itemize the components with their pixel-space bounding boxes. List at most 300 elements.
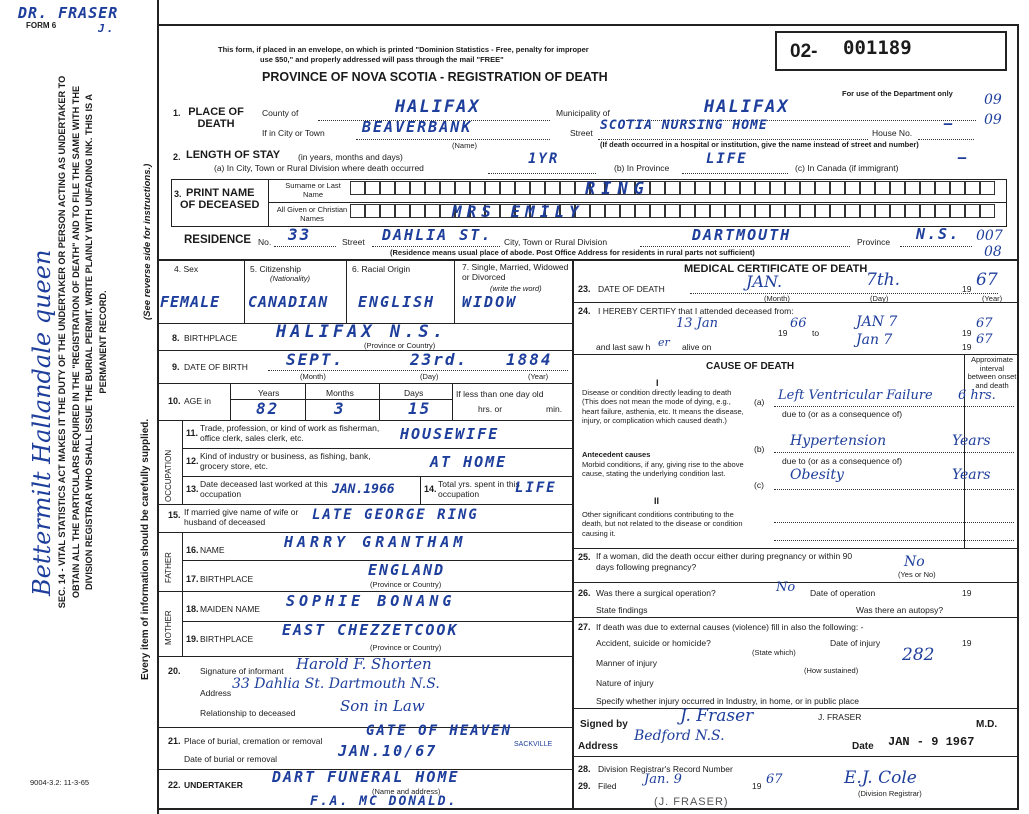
name-letter-box xyxy=(740,204,755,218)
maiden-name-value: SOPHIE BONANG xyxy=(286,592,456,610)
name-letter-box xyxy=(740,181,755,195)
last-worked-value: JAN.1966 xyxy=(332,482,395,497)
state-findings-label: State findings xyxy=(596,605,648,615)
name-letter-box xyxy=(905,181,920,195)
name-letter-box xyxy=(785,204,800,218)
marital-value: WIDOW xyxy=(462,293,518,311)
name-letter-box xyxy=(890,181,905,195)
due-to-a: due to (or as a consequence of) xyxy=(782,409,903,419)
age-months-value: 3 xyxy=(334,399,346,418)
relationship-label: Relationship to deceased xyxy=(200,708,296,718)
pregnancy-label: If a woman, did the death occur either during pregnancy or within 90 days following pregnancy? xyxy=(596,551,853,572)
postal-notice-1: This form, if placed in an envelope, on which is printed "Dominion Statistics - Free, penalty for improper xyxy=(218,45,589,54)
stay-province-value: LIFE xyxy=(706,151,748,167)
age-col-2 xyxy=(305,383,306,420)
how-sustained-note: (How sustained) xyxy=(804,666,859,675)
dob-line xyxy=(268,370,568,371)
form-title: PROVINCE OF NOVA SCOTIA - REGISTRATION OF DEATH xyxy=(262,70,608,84)
antecedent-sub: Morbid conditions, if any, giving rise to the above cause, stating the underlying condition last. xyxy=(582,460,744,479)
name-letter-box xyxy=(620,204,635,218)
name-letter-box xyxy=(635,204,650,218)
name-letter-box xyxy=(785,181,800,195)
cause-c-value: Obesity xyxy=(790,467,844,483)
item-10-number: 10. xyxy=(168,396,181,406)
age-years-value: 82 xyxy=(256,399,280,418)
surgery-label: Was there a surgical operation? xyxy=(596,588,716,598)
attended-to: JAN 7 xyxy=(856,314,898,330)
other-conditions-label: Other significant conditions contributing to the death, but not related to the disease or condition causing it. xyxy=(582,510,743,538)
name-letter-box xyxy=(965,204,980,218)
line-after-26 xyxy=(572,617,1019,618)
md-label: M.D. xyxy=(976,719,998,730)
line-after-cause xyxy=(572,548,1019,549)
interval-a-value: 6 hrs. xyxy=(958,388,996,403)
marital-label: 7. Single, Married, Widowed or Divorced xyxy=(462,262,569,282)
relationship-value: Son in Law xyxy=(340,697,425,715)
item-9-number: 9. xyxy=(172,362,180,372)
external-causes-label: If death was due to external causes (violence) fill in also the following: - xyxy=(596,622,864,632)
signed-by-label: Signed by xyxy=(580,719,628,730)
interval-c-value: Years xyxy=(952,467,991,483)
antecedent-label: Antecedent causes xyxy=(582,450,651,459)
item-1-number: 1. xyxy=(173,108,181,118)
stay-city-value: 1YR xyxy=(528,151,560,167)
age-col-1 xyxy=(230,383,231,420)
dob-day: 23rd. xyxy=(410,350,469,369)
left-margin-line xyxy=(157,0,159,814)
residence-note: (Residence means usual place of abode. Post Office Address for residents in rural parts not sufficient) xyxy=(390,248,755,257)
name-letter-box xyxy=(500,181,515,195)
birthplace-value: HALIFAX N.S. xyxy=(276,322,447,342)
name-letter-box xyxy=(650,204,665,218)
name-letter-box xyxy=(680,181,695,195)
line-after-24 xyxy=(572,354,1019,355)
dob-year-note: (Year) xyxy=(528,372,549,381)
informant-sig-label: Signature of informant xyxy=(200,666,284,676)
name-divider xyxy=(268,179,269,227)
certify-label: I HEREBY CERTIFY that I attended deceased from: xyxy=(598,306,794,316)
name-letter-box xyxy=(680,204,695,218)
line-after-9 xyxy=(157,383,572,384)
burial-date-label: Date of burial or removal xyxy=(184,754,278,764)
name-letter-box xyxy=(455,181,470,195)
maiden-name-label: MAIDEN NAME xyxy=(200,604,260,614)
last-saw-year-prefix: 19 xyxy=(962,342,972,352)
cause-b-value: Hypertension xyxy=(790,433,887,449)
department-code-4: 08 xyxy=(984,244,1002,260)
line-after-25 xyxy=(572,582,1019,583)
dod-day: 7th. xyxy=(866,270,900,290)
item-27-number: 27. xyxy=(578,622,591,632)
to-label: to xyxy=(812,328,820,338)
form-code: 9004-3.2: 11-3-65 xyxy=(30,778,90,787)
age-months-label: Months xyxy=(326,388,354,398)
interval-col-divider xyxy=(964,354,965,548)
house-line xyxy=(918,139,974,140)
racial-col-divider xyxy=(454,259,455,323)
father-birthplace-value: ENGLAND xyxy=(368,561,446,579)
grid-line-top xyxy=(157,259,1019,261)
less-than-day-label: If less than one day old xyxy=(456,389,544,399)
dob-label: DATE OF BIRTH xyxy=(184,362,248,372)
filed-year-prefix: 19 xyxy=(752,781,762,791)
name-letter-box xyxy=(770,204,785,218)
stay-canada-label: (c) In Canada (if immigrant) xyxy=(795,163,899,173)
dod-month-note: (Month) xyxy=(764,294,790,303)
father-birthplace-label: BIRTHPLACE xyxy=(200,574,254,584)
city-line xyxy=(356,139,550,140)
specify-label: Specify whether injury occurred in Industry, in home, or in public place xyxy=(596,696,859,706)
cause-a-value: Left Ventricular Failure xyxy=(778,388,933,403)
postal-notice-2: use $50," and properly addressed will pass through the mail "FREE" xyxy=(260,55,504,64)
sex-label: 4. Sex xyxy=(174,264,199,274)
date-label: Date xyxy=(852,741,874,752)
name-letter-box xyxy=(875,181,890,195)
name-letter-box xyxy=(890,204,905,218)
attended-from: 13 Jan xyxy=(676,316,719,331)
stay-subtitle: (in years, months and days) xyxy=(298,152,403,162)
dod-month: JAN. xyxy=(746,272,783,291)
undertaker-note: (Name and address) xyxy=(372,787,441,796)
residence-no-value: 33 xyxy=(288,225,312,244)
residence-province-value: N.S. xyxy=(916,225,961,243)
burial-place-value: GATE OF HEAVEN xyxy=(366,723,513,739)
item-15-number: 15. xyxy=(168,510,181,520)
print-name-label-1: PRINT NAME xyxy=(186,187,255,199)
attended-to-year: 67 xyxy=(976,316,993,331)
name-letter-box xyxy=(920,204,935,218)
street-value: SCOTIA NURSING HOME xyxy=(600,118,768,133)
mother-birthplace-label: BIRTHPLACE xyxy=(200,634,254,644)
name-letter-box xyxy=(380,181,395,195)
item-29-number: 29. xyxy=(578,781,591,791)
age-days-value: 15 xyxy=(408,399,432,418)
citizenship-value: CANADIAN xyxy=(248,293,329,311)
name-letter-box xyxy=(800,181,815,195)
name-letter-box xyxy=(410,181,425,195)
residence-city-value: DARTMOUTH xyxy=(692,226,792,244)
attended-from-year-prefix: 19 xyxy=(778,328,788,338)
line-after-10 xyxy=(157,420,572,421)
item-18-number: 18. xyxy=(186,604,199,614)
line-after-14 xyxy=(157,504,572,505)
line-after-23 xyxy=(572,302,1019,303)
registration-number: 001189 xyxy=(843,37,912,59)
line-after-27 xyxy=(572,708,1019,709)
line-after-11 xyxy=(182,448,572,449)
pregnancy-value: No xyxy=(904,554,925,570)
father-name-label: NAME xyxy=(200,545,225,555)
name-letter-box xyxy=(530,181,545,195)
house-label: House No. xyxy=(872,128,913,138)
residence-no-line xyxy=(274,246,336,247)
mother-vert-label: MOTHER xyxy=(164,610,173,645)
racial-value: ENGLISH xyxy=(358,293,436,311)
operation-date-label: Date of operation xyxy=(810,588,876,598)
due-to-b: due to (or as a consequence of) xyxy=(782,456,903,466)
dod-label: DATE OF DEATH xyxy=(598,284,665,294)
nature-label: Nature of injury xyxy=(596,678,654,688)
item-24-number: 24. xyxy=(578,306,591,316)
cause-c-marker: (c) xyxy=(754,480,764,490)
hospital-note: (If death occurred in a hospital or institution, give the name instead of street and number) xyxy=(600,140,919,149)
spouse-value: LATE GEORGE RING xyxy=(312,507,479,523)
signed-print-name: J. FRASER xyxy=(818,712,862,722)
cause-a-line xyxy=(774,406,1014,407)
form-number: FORM 6 xyxy=(26,21,57,30)
residence-city-line xyxy=(640,246,850,247)
cause-of-death-title: CAUSE OF DEATH xyxy=(706,361,795,372)
place-of-death-label: PLACE OF DEATH xyxy=(188,106,244,130)
name-letter-box xyxy=(725,204,740,218)
name-letter-box xyxy=(695,181,710,195)
name-letter-box xyxy=(365,181,380,195)
name-letter-box xyxy=(560,181,575,195)
municipality-label: Municipality of xyxy=(556,108,610,118)
item-19-number: 19. xyxy=(186,634,199,644)
dob-year: 1884 xyxy=(506,350,553,369)
name-letter-box xyxy=(845,181,860,195)
father-birthplace-note: (Province or Country) xyxy=(370,580,442,589)
name-letter-box xyxy=(860,181,875,195)
name-letter-box xyxy=(380,204,395,218)
name-letter-box xyxy=(650,181,665,195)
name-letter-box xyxy=(905,204,920,218)
department-code-1: 09 xyxy=(984,92,1002,108)
undertaker-name-2: F.A. MC DONALD. xyxy=(310,794,458,809)
mother-birthplace-note: (Province or Country) xyxy=(370,643,442,652)
name-letter-box xyxy=(605,204,620,218)
industry-value: AT HOME xyxy=(430,453,508,471)
item-8-number: 8. xyxy=(172,333,180,343)
municipality-value: HALIFAX xyxy=(704,97,790,117)
birthplace-label: BIRTHPLACE xyxy=(184,333,238,343)
father-vert-label: FATHER xyxy=(164,552,173,583)
name-letter-box xyxy=(815,181,830,195)
name-letter-box xyxy=(845,204,860,218)
stay-city-label: (a) In City, Town or Rural Division where death occurred xyxy=(214,163,424,173)
name-letter-box xyxy=(830,204,845,218)
stay-province-line xyxy=(682,173,788,174)
dob-month-note: (Month) xyxy=(300,372,326,381)
name-letter-box xyxy=(395,181,410,195)
alive-on-label: alive on xyxy=(682,342,712,352)
direct-cause-label: Disease or condition directly leading to death (This does not mean the mode of dying, e.g., heart failure, asthenia, etc. It means the disease, injury, or complication which caused death.) xyxy=(582,388,744,426)
interval-label: Approximate interval between onset and death xyxy=(967,355,1017,390)
residence-street-value: DAHLIA ST. xyxy=(382,226,493,244)
surname-label: Surname or Last Name xyxy=(285,181,341,199)
name-letter-box xyxy=(860,204,875,218)
years-spent-value: LIFE xyxy=(515,480,557,496)
item-22-number: 22. xyxy=(168,780,181,790)
residence-no-label: No. xyxy=(258,237,272,247)
name-letter-box xyxy=(365,204,380,218)
name-letter-box xyxy=(350,181,365,195)
name-letter-box xyxy=(935,181,950,195)
division-registrar-note: (Division Registrar) xyxy=(858,789,922,798)
marital-sub: (write the word) xyxy=(490,284,542,293)
trade-label: Trade, profession, or kind of work as fisherman, office clerk, sales clerk, etc. xyxy=(200,423,380,443)
department-code-2: 09 xyxy=(984,112,1002,128)
citizenship-sub: (Nationality) xyxy=(270,274,311,283)
filed-label: Filed xyxy=(598,781,617,791)
city-value: BEAVERBANK xyxy=(362,118,473,136)
item-17-number: 17. xyxy=(186,574,199,584)
residence-city-label: City, Town or Rural Division xyxy=(504,237,608,247)
informant-address-label: Address xyxy=(200,688,232,698)
name-row-divider xyxy=(268,202,1007,203)
autopsy-label: Was there an autopsy? xyxy=(856,605,944,615)
years-spent-label: Total yrs. spent in this occupation xyxy=(438,479,520,499)
reverse-side-note: (See reverse side for instructions.) xyxy=(142,163,153,320)
other-line-2 xyxy=(774,540,1014,541)
stay-canada-value: — xyxy=(958,150,969,166)
sex-value: FEMALE xyxy=(160,293,221,311)
name-letter-box xyxy=(485,181,500,195)
burial-place-label: Place of burial, cremation or removal xyxy=(184,736,323,746)
cause-b-line xyxy=(774,452,1014,453)
last-saw-label: and last saw h xyxy=(596,342,651,352)
undertaker-label: UNDERTAKER xyxy=(184,780,243,790)
item-2-number: 2. xyxy=(173,152,181,162)
name-letter-box xyxy=(935,204,950,218)
doctor-initial: J. xyxy=(98,22,116,35)
line-after-signed xyxy=(572,756,1019,757)
name-letter-box xyxy=(425,204,440,218)
cause-b-marker: (b) xyxy=(754,444,765,454)
undertaker-name: DART FUNERAL HOME xyxy=(272,768,460,786)
age-days-label: Days xyxy=(404,388,424,398)
name-letter-box xyxy=(950,204,965,218)
name-letter-box xyxy=(695,204,710,218)
name-letter-box xyxy=(755,204,770,218)
signed-by-signature: J. Fraser xyxy=(680,706,754,726)
line-after-12 xyxy=(182,476,572,477)
dod-year: 67 xyxy=(976,270,998,290)
item-23-number: 23. xyxy=(578,284,591,294)
item-26-number: 26. xyxy=(578,588,591,598)
item-21-number: 21. xyxy=(168,736,181,746)
last-saw-date: Jan 7 xyxy=(856,332,893,348)
county-value: HALIFAX xyxy=(395,97,481,117)
roman-one: I xyxy=(656,378,659,388)
item-12-number: 12. xyxy=(186,456,199,466)
name-letter-box xyxy=(665,181,680,195)
medical-title: MEDICAL CERTIFICATE OF DEATH xyxy=(684,263,868,275)
last-saw-mark: er xyxy=(658,336,670,349)
state-which-note: (State which) xyxy=(752,648,796,657)
supply-note: Every item of information should be carefully supplied. xyxy=(140,418,151,680)
dob-month: SEPT. xyxy=(286,350,345,369)
margin-script: Bettermilt Hallandale queen xyxy=(28,249,56,596)
residence-label: RESIDENCE xyxy=(184,234,252,246)
age-label: AGE in xyxy=(184,396,211,406)
item-20-number: 20. xyxy=(168,666,181,676)
item-16-number: 16. xyxy=(186,545,199,555)
name-letter-box xyxy=(965,181,980,195)
spouse-label: If married give name of wife or husband of deceased xyxy=(184,507,299,527)
cause-a-marker: (a) xyxy=(754,397,765,407)
statute-text: SEC. 14 - VITAL STATISTICS ACT MAKES IT THE DUTY OF THE UNDERTAKER OR PERSON ACTING AS UNDERTAKER TO OBTAIN ALL THE PARTICULARS REQUIRED IN THE "REGISTRATION OF DEATH" AND TO FILE THE SAME WITH THE DIVISION REGISTRAR WHO SHALL ISSUE THE BURIAL PERMIT. WRITE PLAINLY WITH UNFADING INK. THIS IS A PERMANENT RECORD. xyxy=(57,75,108,609)
dod-year-note: (Year) xyxy=(982,294,1003,303)
age-col-4 xyxy=(452,383,453,420)
attended-from-year: 66 xyxy=(790,316,807,331)
name-letter-box xyxy=(830,181,845,195)
filed-value: Jan. 9 xyxy=(644,772,682,787)
name-letter-box xyxy=(815,204,830,218)
name-letter-box xyxy=(725,181,740,195)
registration-prefix: 02- xyxy=(790,41,818,62)
name-letter-box xyxy=(950,181,965,195)
registrar-signature: E.J. Cole xyxy=(844,768,917,788)
age-years-label: Years xyxy=(258,388,280,398)
residence-province-line xyxy=(900,246,972,247)
age-col-3 xyxy=(379,383,380,420)
item-14-number: 14. xyxy=(424,484,437,494)
residence-street-line xyxy=(372,246,500,247)
item-25-number: 25. xyxy=(578,552,591,562)
attended-to-year-prefix: 19 xyxy=(962,328,972,338)
name-letter-box xyxy=(665,204,680,218)
roman-two: II xyxy=(654,496,660,506)
house-value: — xyxy=(944,116,955,132)
name-letter-box xyxy=(410,204,425,218)
county-label: County of xyxy=(262,108,299,118)
name-letter-box xyxy=(710,181,725,195)
informant-address: 33 Dahlia St. Dartmouth N.S. xyxy=(232,676,440,692)
item-13-14-divider xyxy=(420,476,421,504)
name-letter-box xyxy=(470,181,485,195)
name-letter-box xyxy=(920,181,935,195)
name-letter-box xyxy=(545,181,560,195)
name-letter-box xyxy=(590,204,605,218)
name-letter-box xyxy=(515,181,530,195)
name-letter-box xyxy=(980,181,995,195)
coded-value: 282 xyxy=(902,645,935,665)
filed-year: 67 xyxy=(766,772,783,787)
father-vert-divider xyxy=(182,532,183,656)
given-label: All Given or Christian Names xyxy=(276,205,348,223)
dod-year-prefix: 19 xyxy=(962,284,972,294)
name-letter-box xyxy=(440,181,455,195)
center-divider xyxy=(572,259,574,810)
item-3-number: 3. xyxy=(174,189,182,199)
name-letter-box xyxy=(350,204,365,218)
surname-value: RING xyxy=(585,179,650,199)
dod-day-note: (Day) xyxy=(870,294,889,303)
doctor-address: Bedford N.S. xyxy=(634,728,725,744)
citizenship-label: 5. Citizenship xyxy=(250,264,302,274)
item-13-number: 13. xyxy=(186,484,199,494)
department-code-3: 007 xyxy=(976,228,1003,244)
name-letter-box xyxy=(710,204,725,218)
informant-signature: Harold F. Shorten xyxy=(296,655,432,673)
manner-label: Manner of injury xyxy=(596,658,657,668)
name-letter-box xyxy=(875,204,890,218)
length-of-stay-label: LENGTH OF STAY xyxy=(186,149,281,161)
street-label: Street xyxy=(570,128,593,138)
cause-c-line xyxy=(774,489,1014,490)
last-saw-year: 67 xyxy=(976,332,993,347)
trade-value: HOUSEWIFE xyxy=(400,425,500,443)
residence-province-label: Province xyxy=(857,237,891,247)
given-value: MRS EMILY xyxy=(452,202,584,221)
department-use-note: For use of the Department only xyxy=(842,89,953,98)
name-letter-box xyxy=(395,204,410,218)
item-11-number: 11. xyxy=(186,428,199,438)
hrs-label: hrs. or xyxy=(478,404,503,414)
name-letter-box xyxy=(770,181,785,195)
